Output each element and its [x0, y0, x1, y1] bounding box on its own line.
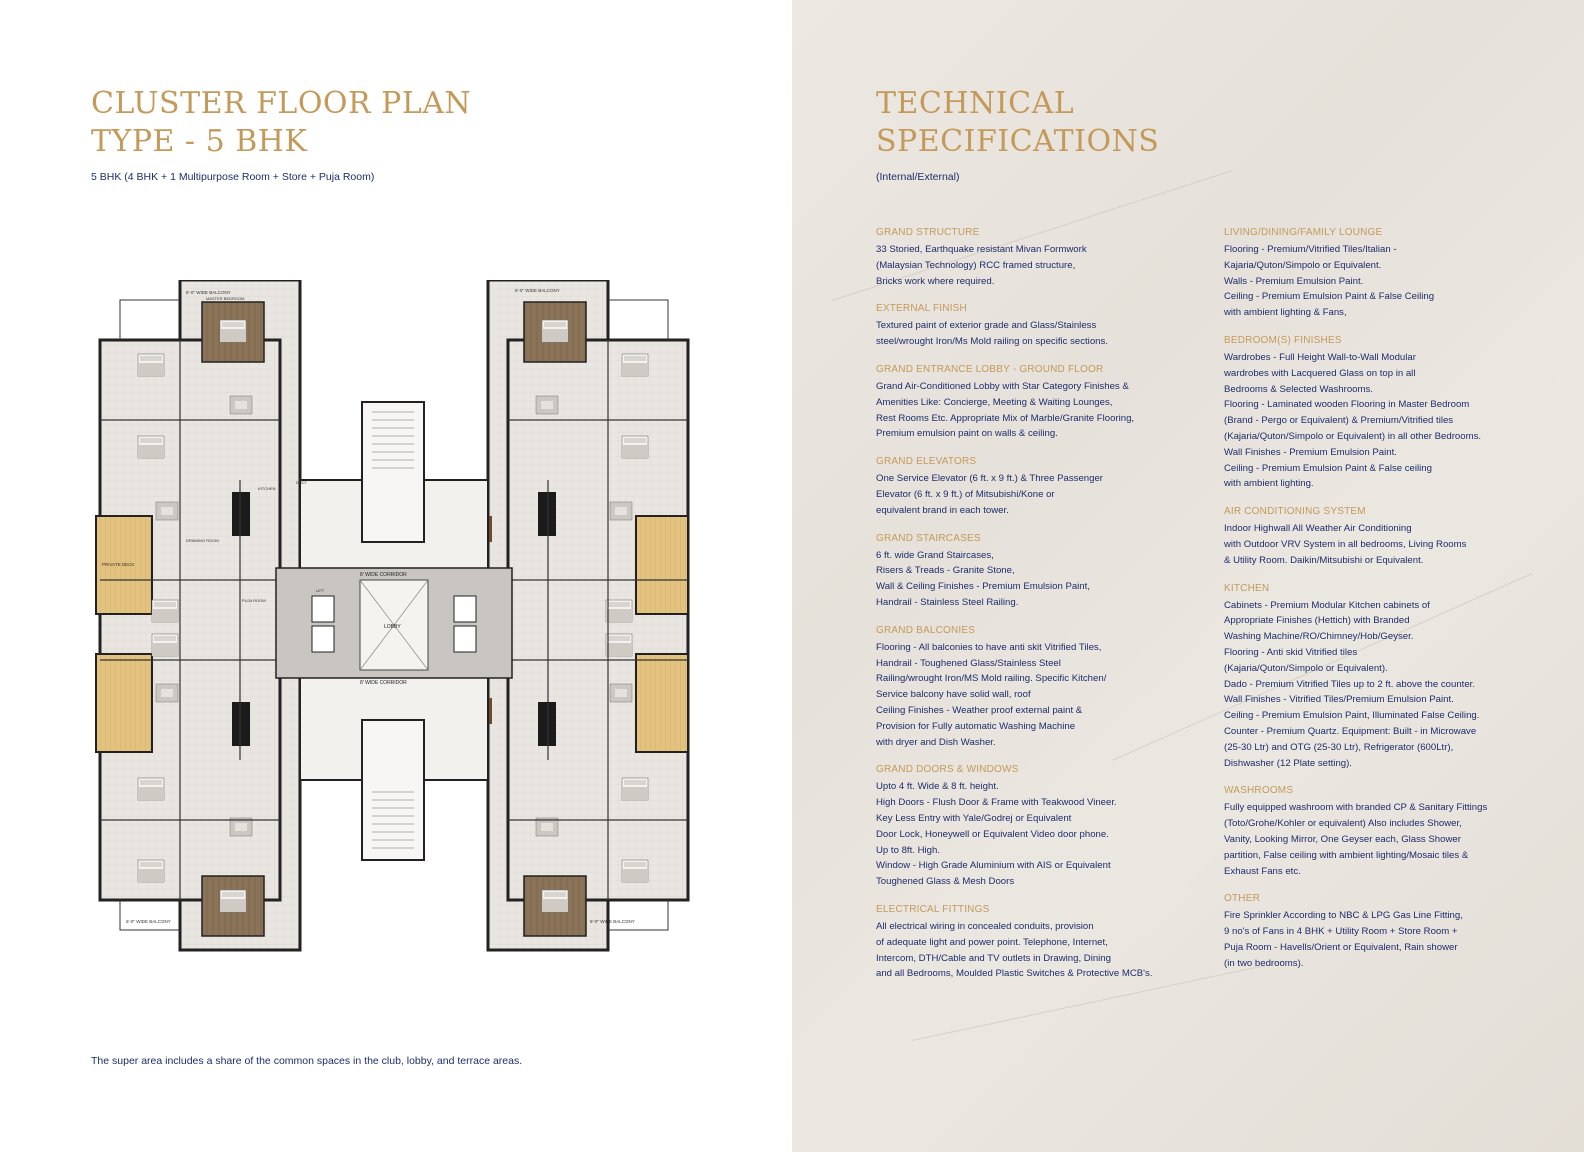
specifications-subtitle: (Internal/External) — [876, 171, 960, 183]
title-line-2: TYPE - 5 BHK — [91, 124, 308, 159]
floor-plan-title — [91, 85, 471, 161]
unit-configuration: 5 BHK (4 BHK + 1 Multipurpose Room + Store + Puja Room) — [91, 171, 375, 183]
spec-body: Fire Sprinkler According to NBC & LPG Gas Line Fitting, 9 no's of Fans in 4 BHK + Utility Room + Store Room + Puja Room - Havells/Orient or Equivalent, Rain shower (in two bedrooms). — [1224, 910, 1463, 969]
spec-balconies — [876, 624, 1196, 751]
spec-air-conditioning — [1224, 505, 1524, 568]
spec-heading: GRAND BALCONIES — [876, 624, 976, 636]
lobby-label: LOBBY — [384, 624, 401, 630]
corridor-top-label: 8' WIDE CORRIDOR — [360, 572, 407, 578]
spec-bedroom-finishes — [1224, 334, 1524, 492]
spec-body: Flooring - Premium/Vitrified Tiles/Italian - Kajaria/Quton/Simpolo or Equivalent. Walls - Premium Emulsion Paint. Ceiling - Premium Emulsion Paint & False Ceiling with ambient lighting & Fans, — [1224, 244, 1435, 319]
balcony-label-top-right: 6'-0" WIDE BALCONY — [515, 288, 560, 293]
spec-kitchen — [1224, 582, 1524, 772]
spec-other — [1224, 892, 1524, 971]
spec-body: Indoor Highwall All Weather Air Conditioning with Outdoor VRV System in all bedrooms, Living Rooms & Utility Room. Daikin/Mitsubishi or Equivalent. — [1224, 523, 1467, 566]
spec-body: All electrical wiring in concealed conduits, provision of adequate light and power point. Telephone, Internet, Intercom, DTH/Cable and TV outlets in Drawing, Dining and all Bedrooms, Moulded Plastic Switches & Protective MCB's. — [876, 920, 1153, 980]
corridor-bottom-label: 8' WIDE CORRIDOR — [360, 680, 407, 686]
spec-heading: KITCHEN — [1224, 582, 1270, 594]
balcony-label-top-left: 6'-0" WIDE BALCONY — [186, 290, 231, 295]
spec-heading: OTHER — [1224, 893, 1260, 905]
spec-body: Grand Air-Conditioned Lobby with Star Category Finishes & Amenities Like: Concierge, Meeting & Waiting Lounges, Rest Rooms Etc. Appropriate Mix of Marble/Granite Flooring, Premium emulsion paint on walls & ceiling. — [876, 380, 1135, 440]
spec-heading: GRAND ELEVATORS — [876, 456, 977, 468]
right-page — [792, 0, 1584, 1152]
spec-body: 6 ft. wide Grand Staircases, Risers & Treads - Granite Stone, Wall & Ceiling Finishes - Premium Emulsion Paint, Handrail - Stainless Steel Railing. — [876, 549, 1090, 608]
lift-label: LIFT — [316, 588, 325, 593]
super-area-note: The super area includes a share of the common spaces in the club, lobby, and terrace areas. — [91, 1055, 523, 1067]
spec-heading: EXTERNAL FINISH — [876, 303, 967, 315]
spec-entrance-lobby — [876, 363, 1196, 442]
balcony-label-bottom-right: 6'-0" WIDE BALCONY — [590, 919, 635, 924]
spec-body: Upto 4 ft. Wide & 8 ft. height. High Doors - Flush Door & Frame with Teakwood Vineer. Key Less Entry with Yale/Godrej or Equivalent Door Lock, Honeywell or Equivalent Video door phone. Up to 8ft. High. Window - High Grade Aluminium with AIS or Equivalent Toughened Glass & Mesh Doors — [876, 781, 1117, 888]
spec-body: Fully equipped washroom with branded CP & Sanitary Fittings (Toto/Grohe/Kohler or equivalent) Also includes Shower, Vanity, Looking Mirror, One Geyser each, Glass Shower partition, False ceiling with ambient lighting/Mosaic tiles & Exhaust Fans etc. — [1224, 802, 1488, 877]
puja-room-label: PUJA ROOM — [242, 598, 266, 603]
spec-grand-structure — [876, 226, 1196, 289]
specs-column-1 — [876, 226, 1196, 995]
spec-body: Cabinets - Premium Modular Kitchen cabinets of Appropriate Finishes (Hettich) with Branded Washing Machine/RO/Chimney/Hob/Geyser. Flooring - Anti skid Vitrified tiles (Kajaria/Quton/Simpolo or Equivalent). Dado - Premium Vitrified Tiles up to 2 ft. above the counter. Wall Finishes - Vitrified Tiles/Premium Emulsion Paint. Ceiling - Premium Emulsion Paint, Illuminated False Ceiling. Counter - Premium Quartz. Equipment: Built - in Microwave (25-30 Ltr) and OTG (25-30 Ltr), Refrigerator (600Ltr), Dishwasher (12 Plate setting). — [1224, 599, 1480, 769]
spec-heading: GRAND DOORS & WINDOWS — [876, 764, 1019, 776]
left-wing — [96, 280, 300, 950]
duct-label: DUCT — [296, 480, 308, 485]
kitchen-label: KITCHEN — [258, 486, 276, 491]
spec-body: 33 Storied, Earthquake resistant Mivan Formwork (Malaysian Technology) RCC framed structure, Bricks work where required. — [876, 244, 1087, 287]
spec-heading: GRAND ENTRANCE LOBBY - GROUND FLOOR — [876, 363, 1104, 375]
spec-heading: WASHROOMS — [1224, 785, 1294, 797]
spec-body: One Service Elevator (6 ft. x 9 ft.) & Three Passenger Elevator (6 ft. x 9 ft.) of Mitsubishi/Kone or equivalent brand in each tower. — [876, 473, 1103, 516]
title-line-2: SPECIFICATIONS — [876, 124, 1160, 159]
spec-heading: GRAND STRUCTURE — [876, 227, 980, 238]
spec-external-finish — [876, 302, 1196, 350]
spec-body: Flooring - All balconies to have anti skit Vitrified Tiles, Handrail - Toughened Glass/Stainless Steel Railing/wrought Iron/MS Mold railing. Specific Kitchen/ Service balcony have solid wall, roof Ceiling Finishes - Weather proof external paint & Provision for Fully automatic Washing Machine with dryer and Dish Washer. — [876, 641, 1107, 748]
spec-living-dining — [1224, 226, 1524, 321]
drawing-room-label: DRAWING ROOM — [186, 538, 219, 543]
cluster-floor-plan — [90, 280, 690, 960]
balcony-label-bottom-left: 6'-0" WIDE BALCONY — [126, 919, 171, 924]
central-core — [276, 402, 512, 860]
spec-body: Textured paint of exterior grade and Glass/Stainless steel/wrought Iron/Ms Mold railing on specific sections. — [876, 320, 1108, 348]
spec-heading: AIR CONDITIONING SYSTEM — [1224, 506, 1366, 518]
spec-heading: LIVING/DINING/FAMILY LOUNGE — [1224, 227, 1383, 238]
spec-body: Wardrobes - Full Height Wall-to-Wall Modular wardrobes with Lacquered Glass on top in all Bedrooms & Selected Washrooms. Flooring - Laminated wooden Flooring in Master Bedroom (Brand - Pergo or Equivalent) & Premium/Vitrified tiles (Kajaria/Quton/Simpolo or Equivalent) in all other Bedrooms. Wall Finishes - Premium Emulsion Paint. Ceiling - Premium Emulsion Paint & False ceiling with ambient lighting. — [1224, 351, 1482, 490]
title-line-1: TECHNICAL — [876, 86, 1075, 121]
spec-heading: ELECTRICAL FITTINGS — [876, 903, 990, 915]
master-bedroom-label: MASTER BEDROOM — [206, 296, 245, 301]
specifications-title — [876, 85, 1159, 161]
specs-column-2 — [1224, 226, 1524, 984]
spec-heading: BEDROOM(S) FINISHES — [1224, 334, 1342, 346]
private-deck-label: PRIVATE DECK — [102, 562, 135, 567]
title-line-1: CLUSTER FLOOR PLAN — [91, 86, 472, 121]
spec-electrical — [876, 903, 1196, 982]
spec-staircases — [876, 532, 1196, 611]
spec-elevators — [876, 455, 1196, 518]
spec-doors-windows — [876, 763, 1196, 890]
spec-washrooms — [1224, 784, 1524, 879]
spec-heading: GRAND STAIRCASES — [876, 532, 981, 544]
